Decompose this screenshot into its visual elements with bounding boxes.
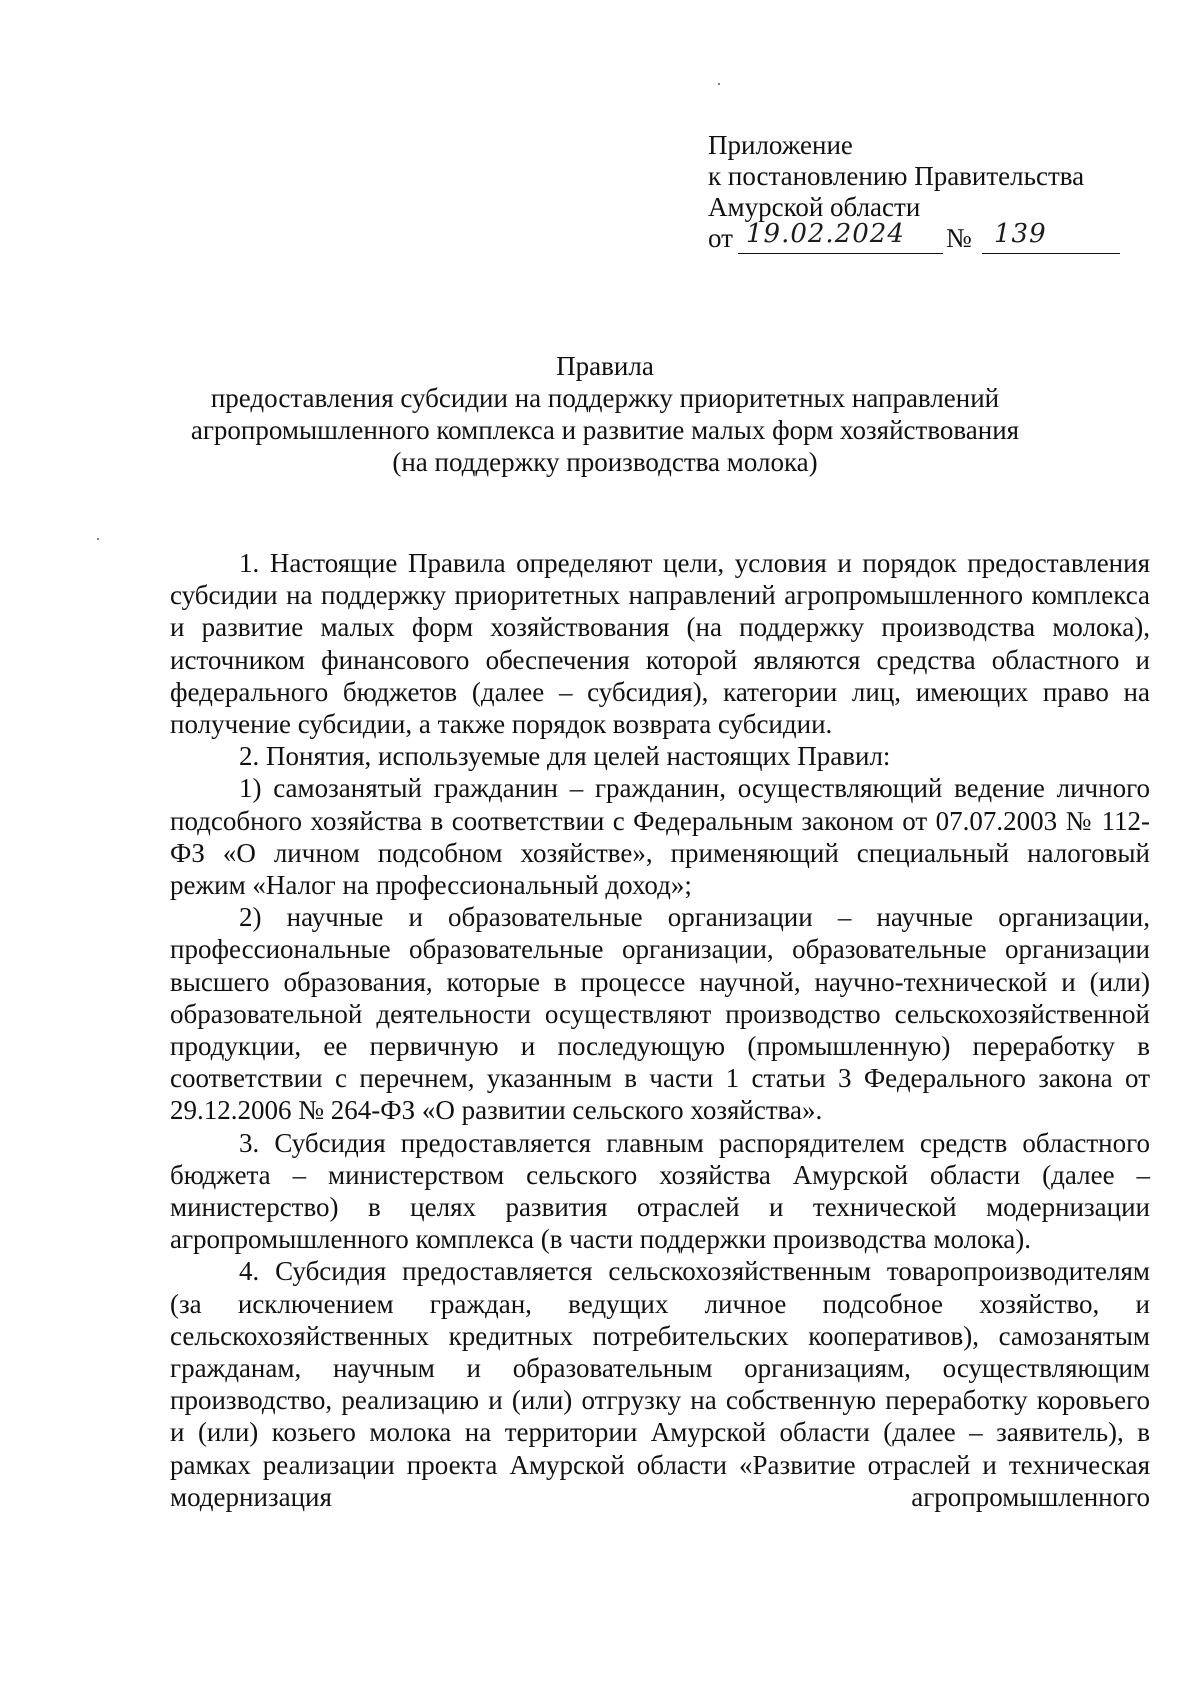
paragraph-5: 3. Субсидия предоставляется главным распорядителем средств областного бюджета – министерством сельского хозяйства Амурской области (далее – министерство) в целях развития отраслей и технической модернизации агропромышленного комплекса (в части поддержки производства молока). [170, 1127, 1150, 1255]
handwritten-date: 19.02.2024 [746, 219, 905, 249]
title-line-3: агропромышленного комплекса и развитие малых форм хозяйствования [190, 415, 1020, 445]
handwritten-number: 139 [994, 219, 1047, 249]
document-title [150, 350, 1060, 478]
annex-header [708, 130, 1084, 259]
annex-date-number-line [708, 219, 1084, 259]
date-prefix: от [708, 223, 733, 253]
scan-speck [97, 538, 99, 540]
annex-region: Амурской области [708, 192, 921, 222]
paragraph-6: 4. Субсидия предоставляется сельскохозяйственным товаропроизводителям (за исключением граждан, ведущих личное подсобное хозяйство, и сельскохозяйственных кредитных потребительских кооперативов), самозанятым гражданам, научным и образовательным организациям, осуществляющим производство, реализацию и (или) отгрузку на собственную переработку коровьего и (или) козьего молока на территории Амурской области (далее – заявитель), в рамках реализации проекта Амурской области «Развитие отраслей и техническая модернизация агропромышленного [170, 1256, 1150, 1512]
document-body [170, 547, 1150, 1513]
number-underline [982, 253, 1120, 254]
date-underline [738, 253, 943, 254]
paragraph-3: 1) самозанятый гражданин – гражданин, осуществляющий ведение личного подсобного хозяйства в соответствии с Федеральным законом от 07.07.2003 № 112-ФЗ «О личном подсобном хозяйстве», применяющий специальный налоговый режим «Налог на профессиональный доход»; [170, 773, 1150, 901]
title-line-2: предоставления субсидии на поддержку приоритетных направлений [210, 383, 1000, 413]
annex-reference: к постановлению Правительства [708, 161, 1085, 191]
paragraph-1: 1. Настоящие Правила определяют цели, условия и порядок предоставления субсидии на поддержку приоритетных направлений агропромышленного комплекса и развитие малых форм хозяйствования (на поддержку производства молока), источником финансового обеспечения которой являются средства областного и федерального бюджетов (далее – субсидия), категории лиц, имеющих право на получение субсидии, а также порядок возврата субсидии. [170, 548, 1150, 740]
scan-speck [718, 83, 720, 85]
title-line-1: Правила [556, 351, 654, 381]
annex-title: Приложение [708, 130, 853, 160]
paragraph-2: 2. Понятия, используемые для целей настоящих Правил: [239, 741, 891, 772]
paragraph-4: 2) научные и образовательные организации – научные организации, профессиональные образовательные организации, образовательные организации высшего образования, которые в процессе научной, научно-технической и (или) образовательной деятельности осуществляют производство сельскохозяйственной продукции, ее первичную и последующую (промышленную) переработку в соответствии с перечнем, указанным в части 1 статьи 3 Федерального закона от 29.12.2006 № 264-ФЗ «О развитии сельского хозяйства». [170, 902, 1150, 1126]
number-prefix: № [946, 223, 972, 253]
title-line-4: (на поддержку производства молока) [392, 447, 818, 477]
